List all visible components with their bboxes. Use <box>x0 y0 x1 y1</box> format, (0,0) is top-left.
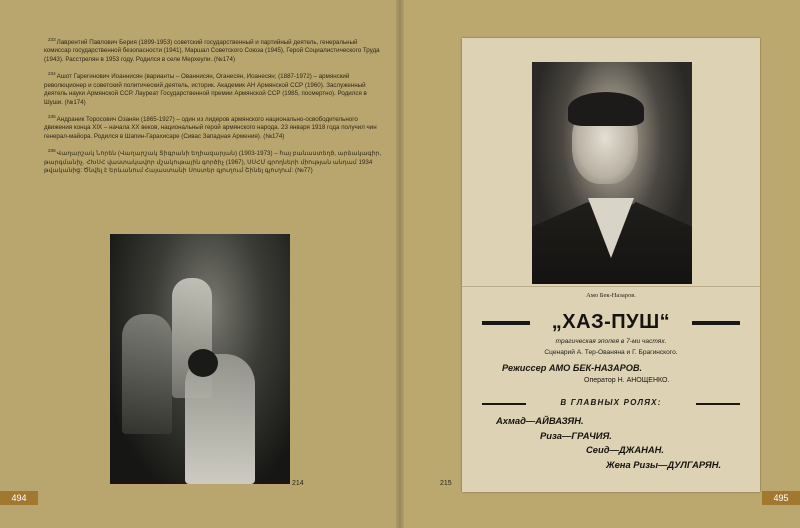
photo-figure <box>122 314 172 434</box>
footnote: $^{234}$Ашот Гарегинович Иоаннисян (варианты – Ованнисян, Оганесян, Иоанесян; (1887-1972) – армянский революционер и советский политический деятель, историк. Академик АН Армянской ССР (1960). Заслуженный деятель науки Армянской ССР. Лауреат Государственной премии Армянской ССР (1985, посмертно). Родился в Шуши. (№174) <box>44 71 367 106</box>
portrait-caption: Амо Бек-Назаров. <box>586 292 636 299</box>
folio-right: 215 <box>440 480 452 487</box>
footnote: $^{233}$Лаврентий Павлович Берия (1899-1953) советский государственный и партийный деятель, генеральный комиссар государственной безопасности (1941), Маршал Советского Союза (1945), Герой Социалистического Труда (1943). Расстрелян в 1953 году. Родился в селе Мерхеули. (№174) <box>44 37 380 63</box>
footnote: $^{235}$Андраник Торосович Озанян (1865-1927) – один из лидеров армянского национально-освободительного движения конца XIX – начала XX веков, национальный герой армянского народа. 23 января 1918 года получил чин генерал-майора. Родился в Шапин-Гарахисаре (Сивас Западная Армения). (№174) <box>44 113 377 140</box>
poster-operator: Оператор Н. АНОЩЕНКО. <box>584 377 670 384</box>
poster-title-row <box>482 310 740 334</box>
footnotes <box>44 36 384 182</box>
cast-line: Жена Ризы—ДУЛГАРЯН. <box>606 459 722 470</box>
cast-line: Ахмад—АЙВАЗЯН. <box>496 415 584 426</box>
cast-line: Сеид—ДЖАНАН. <box>586 444 665 455</box>
poster-director: Режиссер АМО БЕК-НАЗАРОВ. <box>502 363 643 373</box>
poster-title: „ХАЗ-ПУШ“ <box>551 311 671 333</box>
roles-rule <box>482 403 526 405</box>
book-gutter <box>396 0 404 528</box>
folio-left: 214 <box>292 480 304 487</box>
page-number-right: 495 <box>762 491 800 505</box>
film-still-photo <box>110 234 290 484</box>
roles-header: В ГЛАВНЫХ РОЛЯХ: <box>560 398 662 407</box>
portrait-photo <box>532 62 692 284</box>
poster-fold <box>462 286 760 287</box>
roles-rule <box>696 403 740 405</box>
film-poster <box>462 38 760 492</box>
cast-line: Риза—ГРАЧИЯ. <box>540 430 612 441</box>
page-number-left: 494 <box>0 491 38 505</box>
roles-header-row <box>482 398 740 410</box>
title-rule <box>692 321 740 325</box>
poster-scenario: Сценарий А. Тер-Ованяна и Г. Брагинского. <box>544 349 678 356</box>
poster-subtitle: трагическая эпопея в 7-ми частях. <box>555 338 667 345</box>
footnote: $^{236}$Վաղարշակ Նորեն (Վաղարշակ Տիգրանի Եղիազարյան) (1903-1973) – հայ բանաստեղծ, արձակագիր, թարգմանիչ. ՀԽՍՀ վաստակավոր մշակութային գործիչ (1967), ՍՍՀՄ գրողների միության անդամ 1934 թվականից: Ծնվել է Երևանում Հայաստանի Սոստեր գյուղում Շինել գյուղում: (№77) <box>44 148 382 175</box>
photo-figure <box>188 349 218 377</box>
title-rule <box>482 321 530 325</box>
